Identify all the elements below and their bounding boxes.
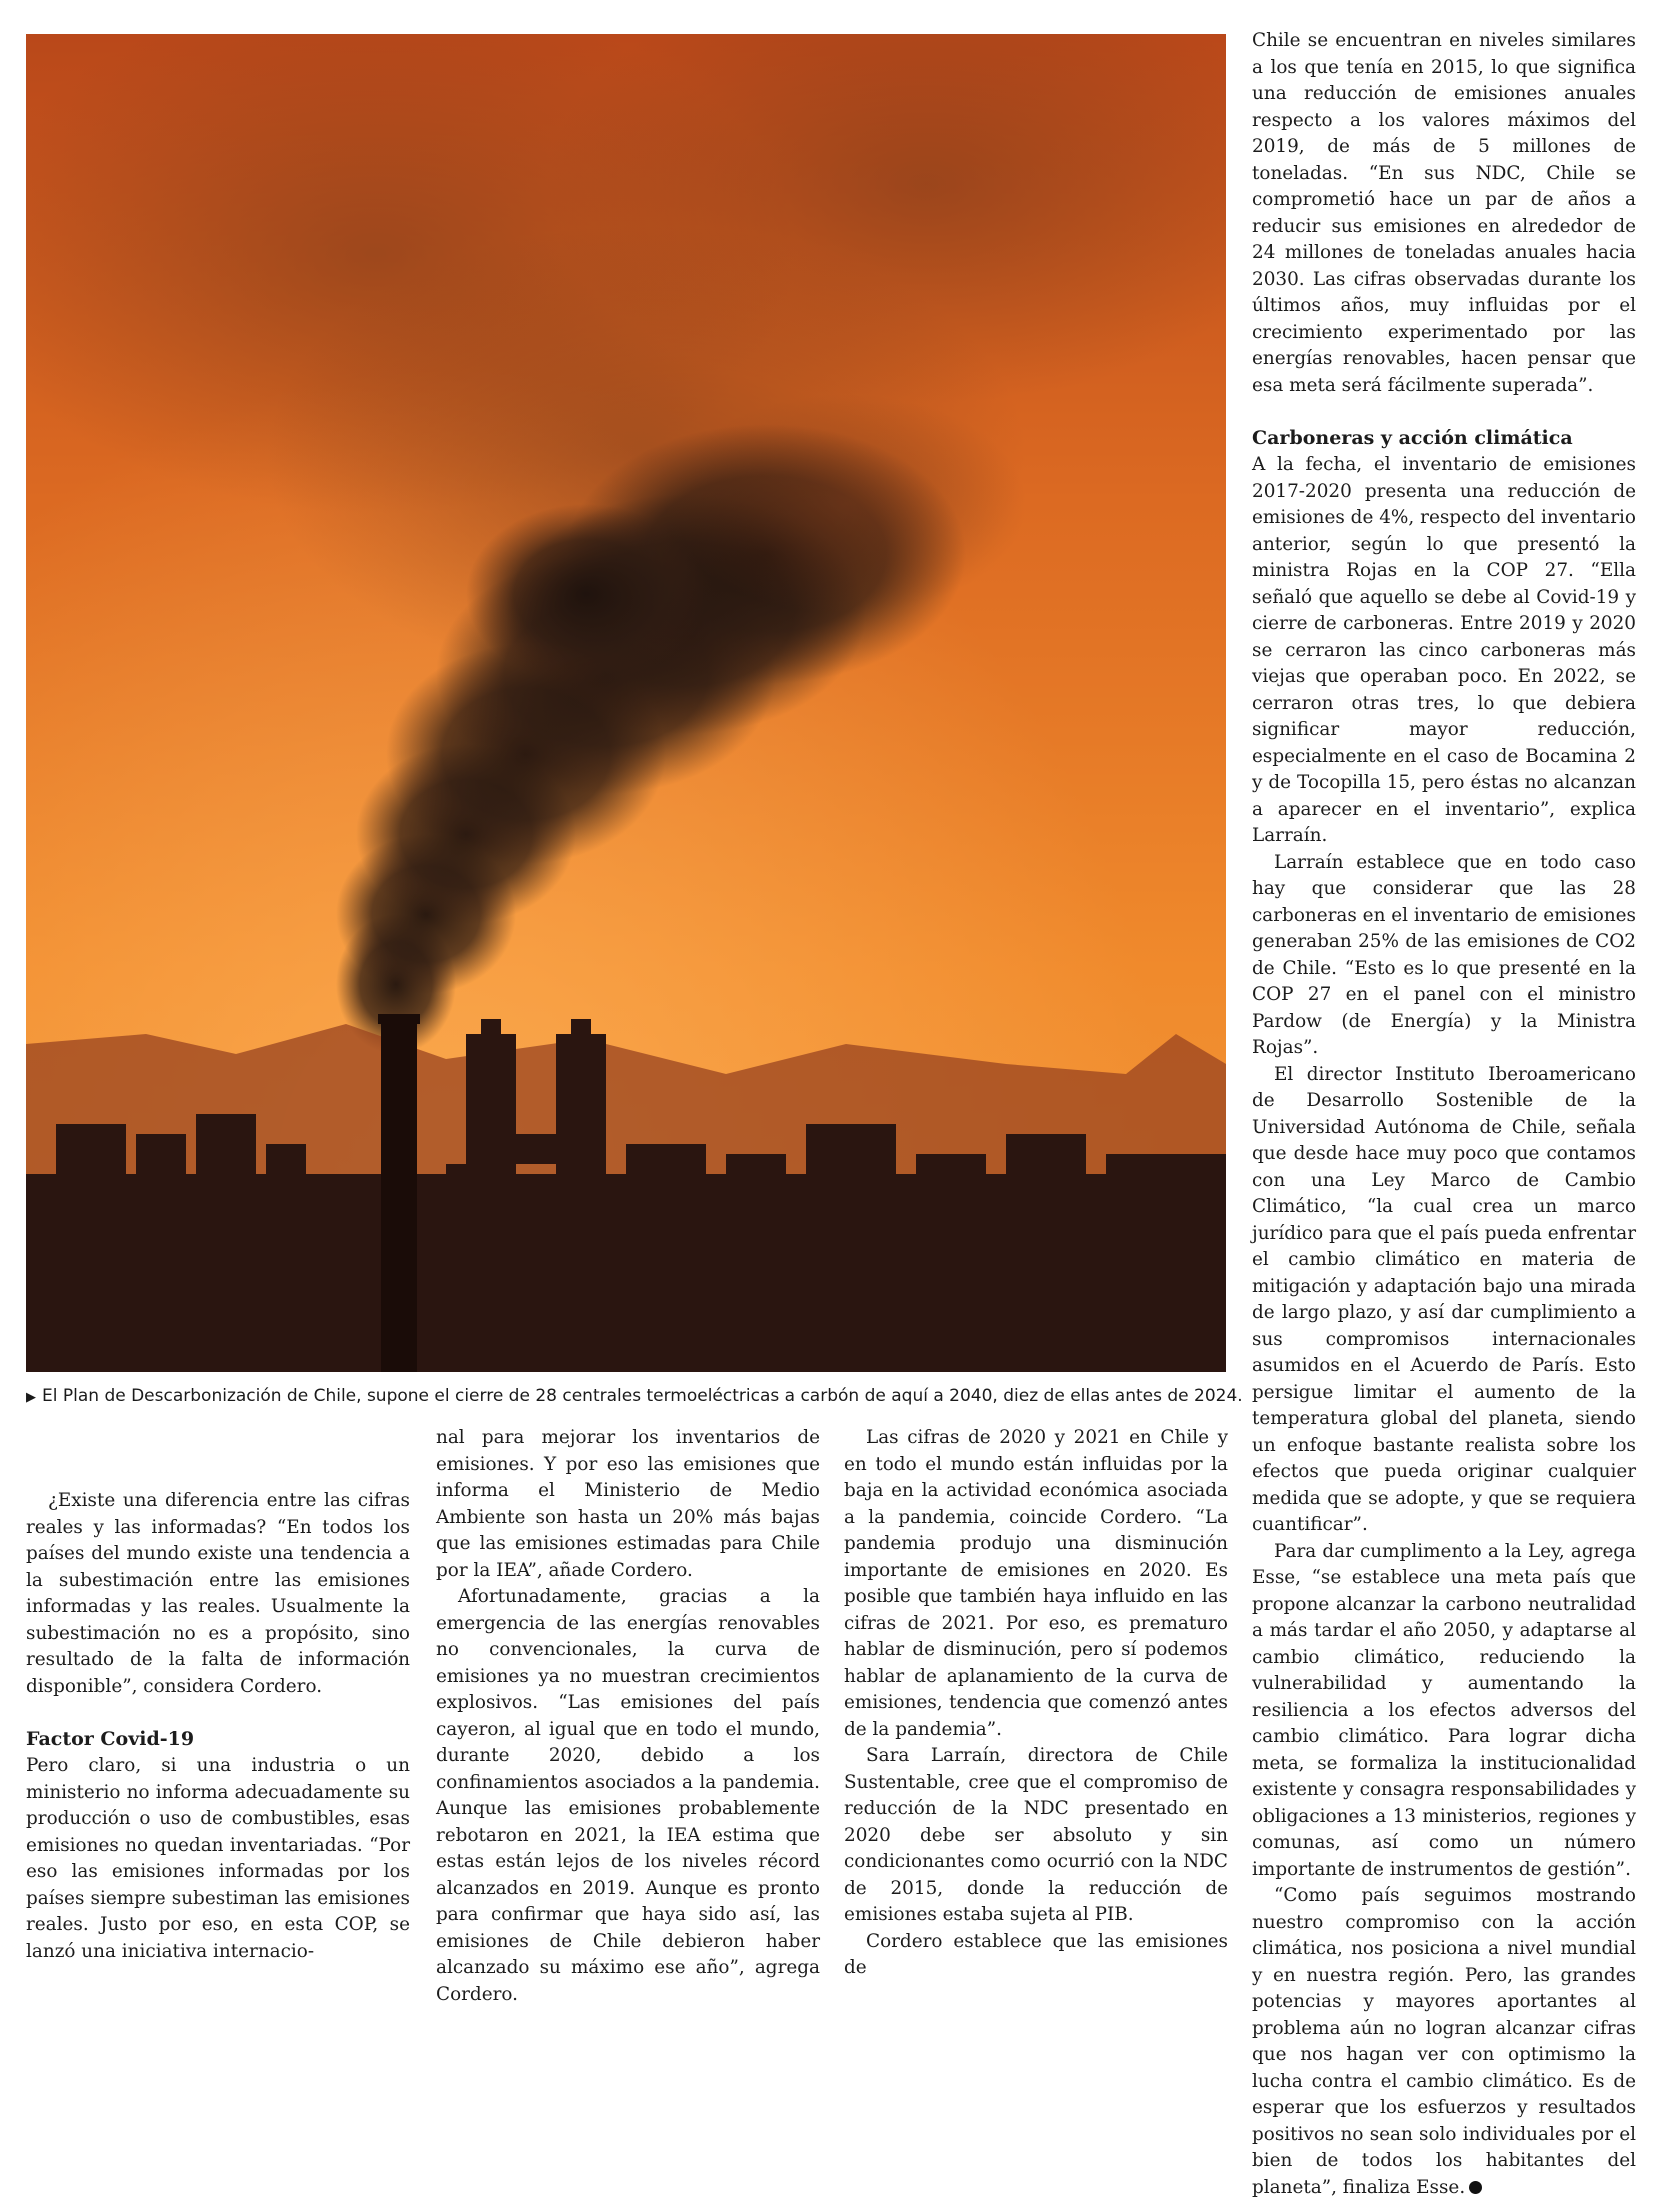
col1-paragraph-2: Pero claro, si una industria o un ministerio no informa adecuadamente su producción o uso de combustibles, esas emisiones no quedan inventariadas. “Por eso las emisiones informadas por los países siempre subestiman las emisiones reales. Justo por eso, en esta COP, se lanzó una iniciativa internacio- (26, 1755, 410, 1962)
col4-paragraph-4: El director Instituto Iberoamericano de Desarrollo Sostenible de la Universidad Autónoma de Chile, señala que desde hace muy poco que contamos con una Ley Marco de Cambio Climático, “la cual crea un marco jurídico para que el país pueda enfrentar el cambio climático en materia de mitigación y adaptación bajo una mirada de largo plazo, y así dar cumplimiento a sus compromisos internacionales asumidos en el Acuerdo de París. Esto persigue limitar el aumento de la temperatura global del planeta, siendo un enfoque bastante realista sobre los efectos que pueda originar cualquier medida que se adopte, y que se requiera cuantificar”. (1252, 1063, 1636, 1535)
column-2 (436, 1425, 820, 2008)
subheading-factor-covid: Factor Covid-19 (26, 1728, 195, 1750)
col3-paragraph-2: Sara Larraín, directora de Chile Sustentable, cree que el compromiso de reducción de la NDC presentado en 2020 debe ser absoluto y sin condicionantes como ocurrió con la NDC de 2015, donde la reducción de emisiones estaba sujeta al PIB. (844, 1745, 1228, 1925)
column-3 (844, 1425, 1228, 1982)
sunset-smokestack-illustration (26, 34, 1226, 1372)
subheading-carboneras: Carboneras y acción climática (1252, 427, 1573, 449)
caption-arrow-icon: ▶ (26, 1390, 36, 1405)
caption-text: El Plan de Descarbonización de Chile, supone el cierre de 28 centrales termoeléctricas a carbón de aquí a 2040, diez de ellas antes de 2024. (42, 1386, 1243, 1406)
col4-paragraph-6 (1252, 1883, 1636, 2201)
col2-paragraph-2: Afortunadamente, gracias a la emergencia de las energías renovables no convencionales, la curva de emisiones ya no muestran crecimientos explosivos. “Las emisiones del país cayeron, al igual que en todo el mundo, durante 2020, debido a los confinamientos asociados a la pandemia. Aunque las emisiones probablemente rebotaron en 2021, la IEA estima que estas están lejos de los niveles récord alcanzados en 2019. Aunque es pronto para confirmar que haya sido así, las emisiones de Chile debieron haber alcanzado su máximo ese año”, agrega Cordero. (436, 1586, 820, 2005)
smokestack-photo (26, 34, 1226, 1372)
col4-paragraph-5: Para dar cumplimento a la Ley, agrega Esse, “se establece una meta país que propone alcanzar la carbono neutralidad a más tardar el año 2050, y adaptarse al cambio climático, reduciendo la vulnerabilidad y aumentando la resiliencia a los efectos adversos del cambio climático. Para lograr dicha meta, se formaliza la institucionalidad existente y consagra responsabilidades y obligaciones a 13 ministerios, regiones y comunas, así como un número importante de instrumentos de gestión”. (1252, 1540, 1636, 1880)
col4-paragraph-3: Larraín establece que en todo caso hay que considerar que las 28 carboneras en el inventario de emisiones generaban 25% de las emisiones de CO2 de Chile. “Esto es lo que presenté en la COP 27 en el panel con el ministro Pardow (de Energía) y la Ministra Rojas”. (1252, 851, 1636, 1058)
col3-paragraph-1: Las cifras de 2020 y 2021 en Chile y en todo el mundo están influidas por la baja en la actividad económica asociada a la pandemia, coincide Cordero. “La pandemia produjo una disminución importante de emisiones en 2020. Es posible que también haya influido en las cifras de 2021. Por eso, es prematuro hablar de disminución, pero sí podemos hablar de aplanamiento de la curva de emisiones, tendencia que comenzó antes de la pandemia”. (844, 1427, 1228, 1740)
chimney (381, 1019, 417, 1372)
col3-paragraph-3: Cordero establece que las emisiones de (844, 1930, 1228, 1978)
column-1 (26, 1488, 410, 1965)
col4-paragraph-2: A la fecha, el inventario de emisiones 2017-2020 presenta una reducción de emisiones de 4%, respecto del inventario anterior, según lo que presentó la ministra Rojas en la COP 27. “Ella señaló que aquello se debe al Covid-19 y cierre de carboneras. Entre 2019 y 2020 se cerraron las cinco carboneras más viejas que operaban poco. En 2022, se cerraron otras tres, lo que debiera significar mayor reducción, especialmente en el caso de Bocamina 2 y de Tocopilla 15, pero éstas no alcanzan a aparecer en el inventario”, explica Larraín. (1252, 454, 1636, 846)
photo-caption (26, 1384, 1243, 1410)
col4-paragraph-1: Chile se encuentran en niveles similares a los que tenía en 2015, lo que significa una reducción de emisiones anuales respecto a los valores máximos del 2019, de más de 5 millones de toneladas. “En sus NDC, Chile se comprometió hace un par de años a reducir sus emisiones en alrededor de 24 millones de toneladas anuales hacia 2030. Las cifras observadas durante los últimos años, muy influidas por el crecimiento experimentado por las energías renovables, hacen pensar que esa meta será fácilmente superada”. (1252, 30, 1636, 396)
column-4 (1252, 28, 1636, 2201)
col4-paragraph-6-text: “Como país seguimos mostrando nuestro compromiso con la acción climática, nos posiciona a nivel mundial y en nuestra región. Pero, las grandes potencias y mayores aportantes al problema aún no logran alcanzar cifras que nos hagan ver con optimismo la lucha contra el cambio climático. Es de esperar que los esfuerzos y resultados positivos no sean solo individuales por el bien de todos los habitantes del planeta”, finaliza Esse. (1252, 1885, 1636, 2198)
col2-paragraph-1: nal para mejorar los inventarios de emisiones. Y por eso las emisiones que informa el Ministerio de Medio Ambiente son hasta un 20% más bajas que las emisiones estimadas para Chile por la IEA”, añade Cordero. (436, 1427, 820, 1581)
col1-paragraph-1: ¿Existe una diferencia entre las cifras reales y las informadas? “En todos los países del mundo existe una tendencia a la subestimación entre las emisiones informadas y las reales. Usualmente la subestimación no es a propósito, sino resultado de la falta de información disponible”, considera Cordero. (26, 1490, 410, 1697)
end-of-article-icon (1469, 2181, 1482, 2194)
